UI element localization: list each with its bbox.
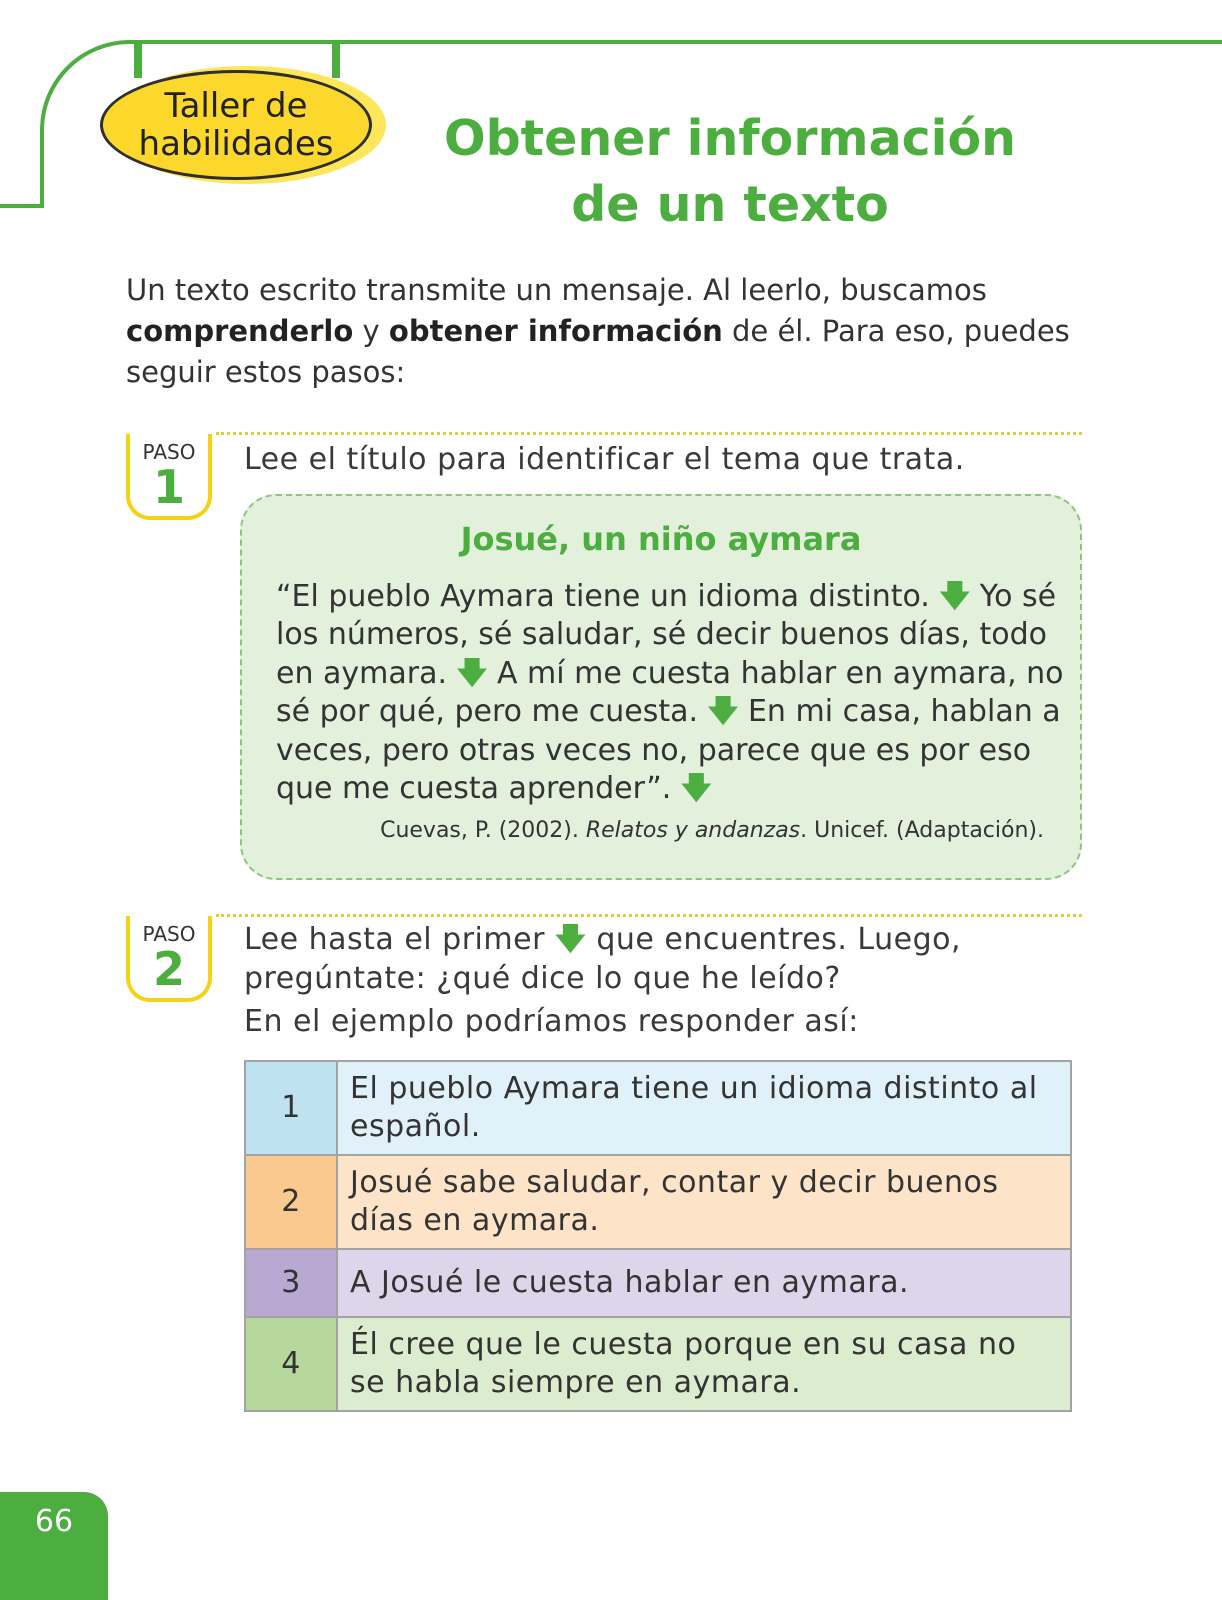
table-row xyxy=(245,1249,1071,1317)
source-text-2: . Unicef. (Adaptación). xyxy=(800,818,1044,843)
down-arrow-icon: 🡇 xyxy=(554,922,587,957)
reading-source xyxy=(380,818,1044,843)
intro-bold-1: comprenderlo xyxy=(126,314,354,348)
step-1-number: 1 xyxy=(152,460,185,514)
intro-text-1: Un texto escrito transmite un mensaje. Al leerlo, buscamos xyxy=(126,273,987,307)
frame-left-line xyxy=(40,130,44,208)
badge-line-2: habilidades xyxy=(138,124,334,164)
step-1-text: Lee el título para identificar el tema que trata. xyxy=(244,442,965,477)
intro-text-3: de él. Para eso, puedes seguir estos pasos: xyxy=(126,314,1070,389)
down-arrow-icon: 🡇 xyxy=(939,579,971,614)
frame-bottom-line xyxy=(0,204,44,208)
step-1-label: PASO xyxy=(142,440,196,464)
step-2-badge xyxy=(126,916,212,1002)
table-row xyxy=(245,1155,1071,1249)
intro-bold-2: obtener información xyxy=(388,314,723,348)
reading-segment-1: “El pueblo Aymara tiene un idioma distinto. xyxy=(276,579,930,614)
page-title-line-1: Obtener información xyxy=(443,110,1017,167)
reading-segment-4: En mi casa, hablan a veces, pero otras veces no, parece que es por eso que me cuesta aprender”. xyxy=(276,694,1061,807)
step-2-text-b: que encuentres. Luego, pregúntate: ¿qué dice lo que he leído? xyxy=(244,922,962,996)
step-2-text-a: Lee hasta el primer xyxy=(244,922,555,957)
step-2-text-line-3: En el ejemplo podríamos responder así: xyxy=(244,1004,859,1039)
section-badge xyxy=(100,70,372,180)
step-2-number: 2 xyxy=(152,942,185,996)
answer-text: Josué sabe saludar, contar y decir buenos días en aymara. xyxy=(337,1155,1071,1249)
reading-segment-2: Yo sé los números, sé saludar, sé decir buenos días, todo en aymara. xyxy=(276,579,1057,691)
down-arrow-icon: 🡇 xyxy=(680,771,712,807)
step-2-text xyxy=(244,920,1044,998)
answer-text: A Josué le cuesta hablar en aymara. xyxy=(337,1249,1071,1317)
source-text-1: Cuevas, P. (2002). xyxy=(380,818,586,843)
reading-title: Josué, un niño aymara xyxy=(460,520,862,558)
badge-hanger-right xyxy=(332,44,340,78)
page-number: 66 xyxy=(34,1504,74,1539)
table-row xyxy=(245,1061,1071,1155)
down-arrow-icon: 🡇 xyxy=(456,655,488,691)
intro-text-2: y xyxy=(353,314,389,348)
step-1-badge xyxy=(126,434,212,520)
step-1-divider xyxy=(216,432,1082,435)
answer-text: Él cree que le cuesta porque en su casa no se habla siempre en aymara. xyxy=(337,1317,1071,1411)
frame-top-line xyxy=(130,40,1222,44)
table-row xyxy=(245,1317,1071,1411)
intro-paragraph xyxy=(126,270,1086,393)
badge-hanger-left xyxy=(134,44,142,78)
answer-number: 1 xyxy=(245,1061,337,1155)
step-2-divider xyxy=(216,914,1082,917)
answer-number: 2 xyxy=(245,1155,337,1249)
answer-number: 3 xyxy=(245,1249,337,1317)
answer-text: El pueblo Aymara tiene un idioma distinto al español. xyxy=(337,1061,1071,1155)
source-book-title: Relatos y andanzas xyxy=(585,818,801,843)
page-title-line-2: de un texto xyxy=(571,176,889,233)
answers-table xyxy=(244,1060,1072,1412)
page-title xyxy=(430,106,1030,238)
answer-number: 4 xyxy=(245,1317,337,1411)
reading-segment-3: A mí me cuesta hablar en aymara, no sé por qué, pero me cuesta. xyxy=(276,655,1064,730)
reading-body xyxy=(276,578,1066,808)
step-2-label: PASO xyxy=(142,922,196,946)
down-arrow-icon: 🡇 xyxy=(707,694,739,730)
badge-line-1: Taller de xyxy=(164,86,308,126)
